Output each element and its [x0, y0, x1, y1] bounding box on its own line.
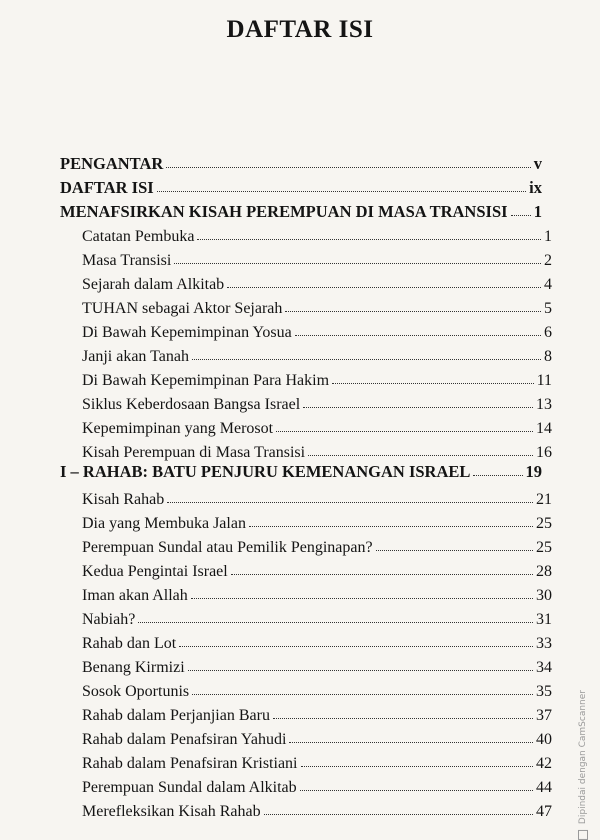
toc-section-entry: [82, 366, 552, 390]
toc-entry-label: TUHAN sebagai Aktor Sejarah: [82, 300, 283, 317]
toc-entry-label: Benang Kirmizi: [82, 659, 185, 676]
toc-section-entry: [82, 749, 552, 773]
dot-leader: [303, 407, 533, 408]
toc-section-entry: [82, 509, 552, 533]
toc-page-number: 37: [536, 707, 552, 724]
toc-entry-label: Kisah Rahab: [82, 491, 165, 508]
toc-section-entry: [82, 581, 552, 605]
toc-entry-label: Kedua Pengintai Israel: [82, 563, 228, 580]
toc-entry-label: Rahab dalam Penafsiran Kristiani: [82, 755, 298, 772]
toc-page-number: 40: [536, 731, 552, 748]
dot-leader: [300, 790, 533, 791]
toc-page-number: 42: [536, 755, 552, 772]
toc-page-number: 25: [536, 539, 552, 556]
toc-entry-label: Masa Transisi: [82, 252, 172, 269]
dot-leader: [191, 598, 533, 599]
toc-page-number: 31: [536, 611, 552, 628]
toc-page-number: 33: [536, 635, 552, 652]
dot-leader: [511, 215, 531, 216]
toc-page-number: 11: [536, 372, 552, 389]
toc-page-number: 44: [536, 779, 552, 796]
toc-section-entry: [82, 294, 552, 318]
dot-leader: [157, 191, 526, 192]
dot-leader: [174, 263, 541, 264]
dot-leader: [376, 550, 533, 551]
toc-entry-label: Rahab dan Lot: [82, 635, 177, 652]
toc-entry-label: Siklus Keberdosaan Bangsa Israel: [82, 396, 301, 413]
toc-section-entry: [82, 270, 552, 294]
toc-section-entry: [82, 246, 552, 270]
toc-section-entry: [82, 222, 552, 246]
toc-entry-label: Dia yang Membuka Jalan: [82, 515, 246, 532]
toc-section-entry: [82, 533, 552, 557]
toc-entry-label: Di Bawah Kepemimpinan Para Hakim: [82, 372, 330, 389]
toc-page-number: 5: [544, 300, 552, 317]
toc-chapter-entry: [60, 198, 542, 222]
dot-leader: [231, 574, 533, 575]
toc-page-number: 8: [544, 348, 552, 365]
toc-page-number: 4: [544, 276, 552, 293]
toc-section-entry: [82, 725, 552, 749]
dot-leader: [273, 718, 533, 719]
toc-section-entry: [82, 701, 552, 725]
toc-page-number: 13: [536, 396, 552, 413]
toc-page-number: 35: [536, 683, 552, 700]
toc-entry-label: Nabiah?: [82, 611, 136, 628]
toc-section-entry: [82, 318, 552, 342]
camscanner-icon: [578, 830, 588, 840]
toc-entry-label: PENGANTAR: [60, 154, 164, 173]
toc-entry-label: Rahab dalam Perjanjian Baru: [82, 707, 270, 724]
toc-page-number: 2: [544, 252, 552, 269]
toc-page-number: 6: [544, 324, 552, 341]
toc-entry-label: I – RAHAB: BATU PENJURU KEMENANGAN ISRAEL: [60, 462, 471, 481]
toc-entry-label: Iman akan Allah: [82, 587, 188, 604]
dot-leader: [473, 475, 522, 476]
toc-section-entry: [82, 485, 552, 509]
toc-page-number: 21: [536, 491, 552, 508]
dot-leader: [276, 431, 533, 432]
dot-leader: [138, 622, 533, 623]
toc-entry-label: Catatan Pembuka: [82, 228, 195, 245]
dot-leader: [301, 766, 534, 767]
toc-page-number: 34: [536, 659, 552, 676]
dot-leader: [192, 359, 541, 360]
toc-page-number: 1: [533, 202, 542, 221]
toc-page-number: 25: [536, 515, 552, 532]
toc-page-number: 19: [525, 462, 542, 481]
toc-entry-label: Di Bawah Kepemimpinan Yosua: [82, 324, 292, 341]
toc-page-number: 1: [544, 228, 552, 245]
toc-section-entry: [82, 390, 552, 414]
toc-entry-label: MENAFSIRKAN KISAH PEREMPUAN DI MASA TRANSISI: [60, 202, 508, 221]
toc-section-entry: [82, 677, 552, 701]
toc-entry-label: Kepemimpinan yang Merosot: [82, 420, 274, 437]
toc-page-number: 47: [536, 803, 552, 820]
watermark-text: Dipindai dengan CamScanner: [578, 690, 588, 825]
dot-leader: [285, 311, 541, 312]
toc-page-number: 28: [536, 563, 552, 580]
dot-leader: [197, 239, 541, 240]
toc-page-number: ix: [529, 178, 542, 197]
dot-leader: [295, 335, 541, 336]
toc-entry-label: Perempuan Sundal dalam Alkitab: [82, 779, 297, 796]
dot-leader: [227, 287, 541, 288]
toc-section-entry: [82, 797, 552, 821]
toc-page-number: 14: [536, 420, 552, 437]
dot-leader: [249, 526, 533, 527]
toc-chapter-entry: [60, 150, 542, 174]
toc-section-entry: [82, 605, 552, 629]
toc-page-number: 16: [536, 444, 552, 461]
toc-entry-label: Merefleksikan Kisah Rahab: [82, 803, 261, 820]
dot-leader: [188, 670, 533, 671]
toc-section-entry: [82, 773, 552, 797]
page-title: DAFTAR ISI: [226, 16, 374, 43]
dot-leader: [308, 455, 533, 456]
toc-entry-label: Perempuan Sundal atau Pemilik Penginapan?: [82, 539, 373, 556]
dot-leader: [179, 646, 533, 647]
dot-leader: [332, 383, 534, 384]
toc-entry-label: Sosok Oportunis: [82, 683, 190, 700]
toc-chapter-entry: [60, 458, 542, 482]
toc-section-entry: [82, 653, 552, 677]
toc-section-entry: [82, 414, 552, 438]
toc-entry-label: Rahab dalam Penafsiran Yahudi: [82, 731, 287, 748]
dot-leader: [166, 167, 530, 168]
toc-section-entry: [82, 629, 552, 653]
dot-leader: [289, 742, 533, 743]
toc-entry-label: DAFTAR ISI: [60, 178, 154, 197]
dot-leader: [192, 694, 533, 695]
toc-page-number: 30: [536, 587, 552, 604]
dot-leader: [264, 814, 533, 815]
toc-chapter-entry: [60, 174, 542, 198]
scanner-watermark: [578, 690, 588, 840]
dot-leader: [167, 502, 533, 503]
toc-section-entry: [82, 557, 552, 581]
toc-section-entry: [82, 342, 552, 366]
toc-entry-label: Kisah Perempuan di Masa Transisi: [82, 444, 306, 461]
toc-entry-label: Janji akan Tanah: [82, 348, 189, 365]
toc-entry-label: Sejarah dalam Alkitab: [82, 276, 225, 293]
toc-page-number: v: [533, 154, 542, 173]
